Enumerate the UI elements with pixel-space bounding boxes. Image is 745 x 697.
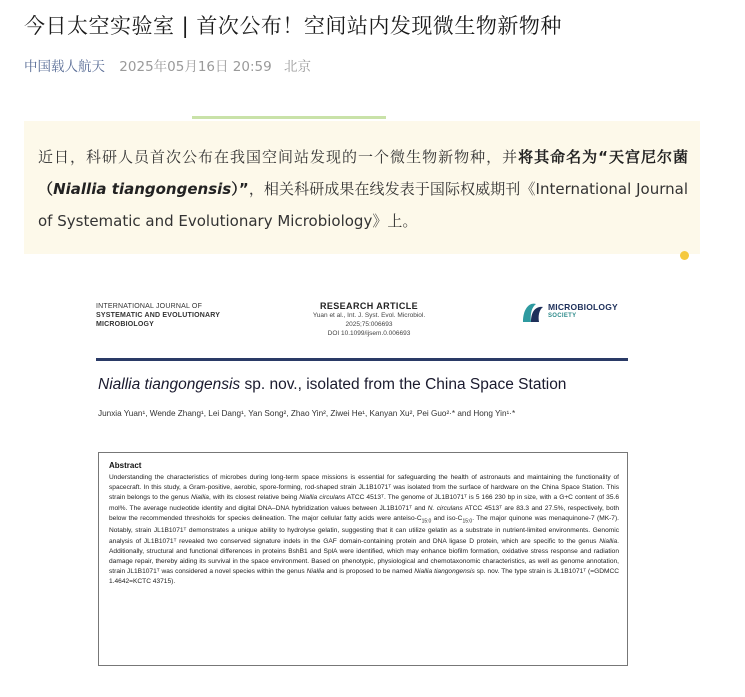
microbiology-society-logo-icon — [520, 298, 546, 326]
paper-screenshot — [80, 280, 660, 680]
intro-species-name: Niallia tiangongensis — [53, 180, 232, 198]
journal-name: INTERNATIONAL JOURNAL OF SYSTEMATIC AND EVOLUTIONARY MICROBIOLOGY — [96, 303, 221, 328]
abstract-heading: Abstract — [109, 461, 142, 470]
publish-datetime: 2025年05月16日 20:59 — [119, 59, 272, 75]
header-rule — [96, 358, 628, 361]
abstract-text: Understanding the characteristics of microbes during long-term space missions is essential for safeguarding the health of astronauts and maintaining the functionality of spacecraft. In this study, a Gram-positive, aerobic, spore-forming, rod-shaped strain JL1B1071ᵀ was isolated from the surface of hardware on the China Space Station. This strain belongs to the genus Niallia, with its closest relative being Niallia circulans ATCC 4513ᵀ. The genome of JL1B1071ᵀ is 5 166 230 bp in size, with a G+C content of 35.6 mol%. The average nucleotide identity and digital DNA–DNA hybridization values between JL1B1071ᵀ and N. circulans ATCC 4513ᵀ are 83.3 and 27.5%, respectively, both below the recommended thresholds for species delineation. The major cellular fatty acids were anteiso-$C_{15:0}$ and iso-$C_{15:0}$. The major quinone was menaquinone-7 (MK-7). Notably, strain JL1B1071ᵀ demonstrates a unique ability to hydrolyse gelatin, suggesting that it can utilize gelatin as a substrate in nutrient-limited environments. Genomic analysis of JL1B1071ᵀ revealed two conserved signature indels in the GAF domain-containing protein and DNA ligase D protein, which are specific to the genus Niallia. Additionally, structural and functional differences in proteins BshB1 and SplA were identified, which may enhance biofilm formation, oxidative stress response and radiation damage repair, thereby aiding its survival in the space environment. Based on phenotypic, physiological and chemotaxonomic characteristics, as well as genome annotation, strain JL1B1071ᵀ was considered a novel species within the genus Niallia and is proposed to be named Niallia tiangongensis sp. nov. The type strain is JL1B1071ᵀ (=GDMCC 1.4642=KCTC 43715). — [109, 474, 620, 586]
publish-location: 北京 — [284, 59, 312, 75]
article-header — [294, 301, 444, 338]
intro-text-2: ，相关科研成果在线发表于国际权威期刊《International Journal of Systematic and Evolutionary Microbiology》上。 — [38, 180, 688, 230]
microbiology-society-logo: MICROBIOLOGY SOCIETY — [520, 298, 650, 328]
article-meta — [24, 55, 311, 75]
intro-quote-box — [24, 121, 700, 254]
paper-title: Niallia tiangongensis sp. nov., isolated from the China Space Station — [98, 376, 567, 393]
article-type: RESEARCH ARTICLE — [319, 301, 419, 311]
decorative-dot — [680, 251, 689, 260]
abstract-box — [98, 452, 628, 666]
intro-paragraph — [38, 141, 688, 237]
doi: DOI 10.1099/ijsem.0.006693 — [327, 330, 411, 337]
citation: Yuan et al., Int. J. Syst. Evol. Microbiol. 2025;75:006693 — [312, 312, 426, 328]
intro-bold-1: 将其命名为“天宫尼尔菌（Niallia tiangongensis）” — [38, 148, 688, 198]
section-divider — [192, 116, 386, 119]
article-title: 今日太空实验室 | 首次公布！空间站内发现微生物新物种 — [24, 14, 562, 38]
intro-text-1: 近日，科研人员首次公布在我国空间站发现的一个微生物新物种，并 — [38, 148, 519, 166]
source-account-link[interactable]: 中国载人航天 — [24, 59, 105, 75]
author-list: Junxia Yuan¹, Wende Zhang¹, Lei Dang¹, Yan Song², Zhao Yin², Ziwei He¹, Kanyan Xu², Pei Guo²·* and Hong Yin¹·* — [98, 409, 516, 418]
